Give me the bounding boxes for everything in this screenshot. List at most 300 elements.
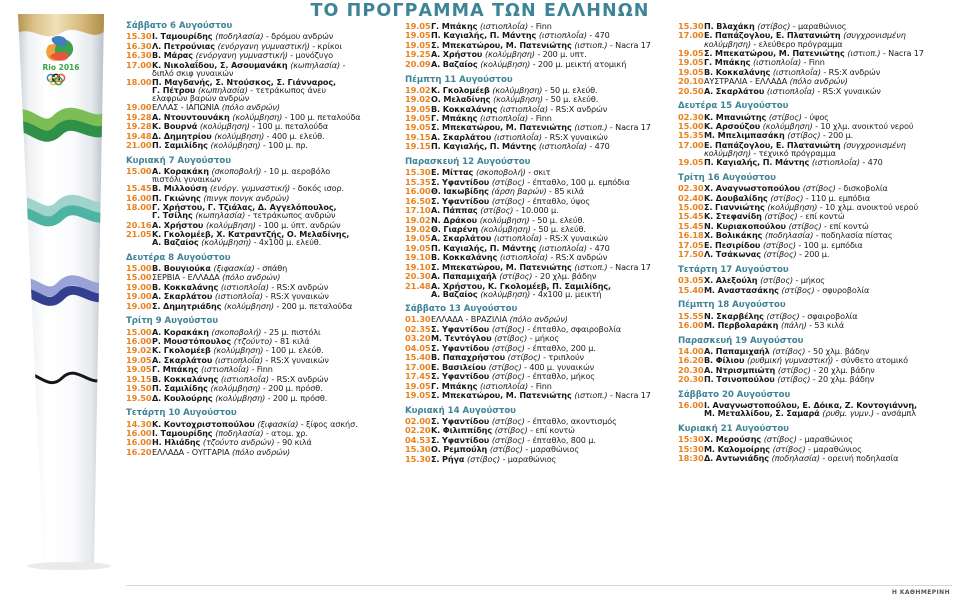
event-athlete: Κ. Δουβαλίδης bbox=[704, 192, 771, 203]
event-detail: - RS:X γυναικών bbox=[544, 233, 608, 244]
event-sport: (ιστιοπλοΐα) bbox=[201, 364, 252, 375]
event-time: 20.50 bbox=[678, 85, 704, 96]
event-description bbox=[431, 363, 673, 371]
schedule-event bbox=[405, 417, 673, 425]
schedule-event bbox=[405, 263, 673, 271]
event-detail: - 50 μ. ελεύθ. bbox=[545, 94, 599, 105]
event-detail: - σφυροβολία bbox=[816, 284, 870, 295]
day-header: Κυριακή 14 Αυγούστου bbox=[405, 405, 516, 416]
schedule-event bbox=[405, 41, 673, 49]
event-sport: (ενόργανη γυμναστική) bbox=[195, 50, 291, 61]
schedule-column-3 bbox=[678, 22, 956, 464]
event-description bbox=[704, 222, 956, 230]
event-detail: - 200 μ. υπτ. bbox=[537, 49, 587, 60]
event-time: 19.02 bbox=[405, 94, 431, 105]
event-sport: (τζούντο ανδρών) bbox=[202, 437, 277, 448]
schedule-event bbox=[126, 32, 398, 40]
event-description bbox=[152, 103, 398, 111]
event-description bbox=[431, 178, 673, 186]
event-time: 01.30 bbox=[405, 314, 431, 325]
event-description bbox=[704, 194, 956, 202]
schedule-event bbox=[678, 77, 956, 85]
day-header: Πέμπτη 11 Αυγούστου bbox=[405, 74, 513, 85]
event-athlete: Α. Χρήστου bbox=[152, 219, 206, 230]
event-athlete: Π. Καγιαλής, Π. Μάντης bbox=[431, 242, 539, 253]
event-description bbox=[431, 325, 673, 333]
event-detail: - 200 μ. πρόσθ. bbox=[262, 383, 323, 394]
event-description bbox=[704, 31, 956, 47]
event-detail: - 100 μ. πεταλούδα bbox=[284, 111, 361, 122]
event-athlete: Ε. Μίττας bbox=[431, 167, 476, 178]
event-sport: (στίβος) bbox=[762, 239, 799, 250]
event-time: 18.00 bbox=[126, 76, 152, 87]
event-athlete: Γ. Μπάκης bbox=[431, 113, 480, 124]
event-athlete: Γ. Χρήστου, Γ. Τζιάλας, Δ. Αγγελόπουλος, bbox=[152, 202, 337, 213]
schedule-event bbox=[405, 168, 673, 176]
event-time: 02.35 bbox=[405, 323, 431, 334]
event-athlete: Α. Βαζαίος bbox=[431, 58, 481, 69]
event-sport: (ιστιοπ.) bbox=[574, 39, 610, 50]
event-time: 15.35 bbox=[405, 176, 431, 187]
event-sport: (στίβος) bbox=[760, 275, 796, 286]
event-description bbox=[431, 253, 673, 261]
event-athlete: Χ. Αλεξούλη bbox=[704, 275, 761, 286]
event-sport: (ποδηλασία) bbox=[765, 230, 816, 241]
event-description bbox=[431, 31, 673, 39]
day-block bbox=[678, 174, 956, 259]
event-time: 20.30 bbox=[678, 374, 704, 385]
event-athlete: Λ. Τσάκωνας bbox=[704, 249, 764, 260]
event-time: 15:30 bbox=[678, 434, 704, 445]
day-header: Πέμπτη 18 Αυγούστου bbox=[678, 300, 786, 311]
event-description-line2 bbox=[431, 290, 673, 298]
day-block bbox=[678, 22, 956, 95]
event-sport: (ποδηλασία) bbox=[215, 428, 266, 439]
event-athlete: Κ. Βουρνά bbox=[152, 121, 200, 132]
event-time: 19.00 bbox=[126, 281, 152, 292]
event-sport: (κολύμβηση) bbox=[492, 84, 545, 95]
schedule-event bbox=[126, 141, 398, 149]
event-description bbox=[704, 241, 956, 249]
event-athlete: Α. Ντουντουνάκη bbox=[152, 111, 233, 122]
event-sport: (ιστιοπλοΐα) bbox=[538, 141, 590, 152]
event-sport: (σκοποβολή) bbox=[211, 326, 264, 337]
event-time: 17.00 bbox=[678, 30, 704, 41]
event-sport: (πόλο ανδρών) bbox=[231, 446, 291, 457]
event-athlete: Ε. Βασιλείου bbox=[431, 361, 489, 372]
event-athlete: Γ. Μπάκης bbox=[431, 21, 480, 31]
event-athlete: Β. Βουγιούκα bbox=[152, 262, 214, 273]
event-time: 19.28 bbox=[126, 111, 152, 122]
schedule-event bbox=[126, 292, 398, 300]
schedule-event bbox=[678, 321, 956, 329]
schedule-event bbox=[678, 401, 956, 417]
schedule-event bbox=[126, 122, 398, 130]
event-sport: (κολύμβηση) bbox=[215, 392, 268, 403]
event-sport: (ιστιοπλοΐα) bbox=[538, 242, 590, 253]
event-description bbox=[152, 230, 398, 246]
event-athlete: Κ. Γκολομέεβ, Χ. Κατραντζής, Ο. Μελαδίνης, bbox=[152, 228, 350, 239]
event-time: 17.00 bbox=[126, 59, 152, 70]
event-detail: - έπταθλο, 100 μ. εμπόδια bbox=[527, 176, 630, 187]
event-description bbox=[704, 203, 956, 211]
event-description bbox=[431, 334, 673, 342]
event-time: 19.05 bbox=[678, 157, 704, 168]
event-description bbox=[152, 194, 398, 202]
event-sport: (στίβος) bbox=[772, 346, 808, 357]
schedule-event bbox=[405, 216, 673, 224]
event-detail: - 470 bbox=[862, 157, 883, 168]
event-sport: (ιστιοπλοΐα) bbox=[811, 157, 863, 168]
event-time: 19.28 bbox=[126, 121, 152, 132]
event-athlete: Κ. Μπανιώτης bbox=[704, 111, 769, 122]
event-athlete: Μ. Αναστασάκης bbox=[704, 284, 782, 295]
event-athlete: Α. Σκαρλάτου bbox=[431, 131, 494, 142]
event-athlete: Α. Σκαρλάτου bbox=[704, 85, 767, 96]
event-time: 02.40 bbox=[678, 192, 704, 203]
event-athlete: Α. Ντρισμπιώτη bbox=[704, 364, 778, 375]
event-detail: - RS:X γυναικών bbox=[817, 85, 881, 96]
event-time: 17.45 bbox=[405, 371, 431, 382]
event-detail: - Finn bbox=[251, 364, 273, 375]
event-detail: - δισκοβολία bbox=[838, 183, 888, 194]
event-athlete: Ε. Πεσιρίδου bbox=[704, 239, 763, 250]
event-detail: - επί κοντώ bbox=[799, 211, 845, 222]
schedule-event bbox=[678, 22, 956, 30]
event-description bbox=[704, 401, 956, 417]
event-time: 19.02 bbox=[126, 345, 152, 356]
event-time: 20.30 bbox=[678, 364, 704, 375]
day-block bbox=[678, 337, 956, 384]
event-athlete: Ν. Κυριακοπούλου bbox=[704, 220, 789, 231]
event-detail: - έπταθλο, ύψος bbox=[527, 195, 590, 206]
event-time: 19.05 bbox=[405, 30, 431, 41]
event-athlete: Β. Κοκκαλάνης bbox=[152, 373, 221, 384]
event-athlete: Σ. Μπεκατώρου, Μ. Πατενιώτης bbox=[431, 39, 575, 50]
schedule-event bbox=[678, 203, 956, 211]
event-match: ΕΛΛΑΣ - ΙΑΠΩΝΙΑ bbox=[152, 102, 222, 113]
schedule-event bbox=[126, 337, 398, 345]
schedule-event bbox=[405, 86, 673, 94]
event-sport: (ιστιοπλοΐα) bbox=[220, 281, 272, 292]
event-time: 19.05 bbox=[678, 57, 704, 68]
event-sport: (άρση βαρών) bbox=[491, 186, 550, 197]
event-athlete: Σ. Υφαντίδου bbox=[431, 195, 492, 206]
event-athlete: Α. Παπαμιχαήλ bbox=[704, 346, 773, 357]
event-sport: (στίβος) bbox=[494, 333, 530, 344]
event-athlete: Κ. Αρσούζου bbox=[704, 120, 763, 131]
event-sport: (κολύμβηση) bbox=[214, 130, 267, 141]
event-time: 15.30 bbox=[126, 31, 152, 42]
event-athlete: Ρ. Μουστόπουλος bbox=[152, 336, 234, 346]
event-time: 15.35 bbox=[678, 130, 704, 141]
schedule-event bbox=[126, 328, 398, 336]
event-description bbox=[431, 417, 673, 425]
event-athlete: Σ. Υφαντίδου bbox=[431, 434, 492, 445]
event-athlete: Α. Πάππας bbox=[431, 205, 481, 216]
event-sport: (κολύμβηση) bbox=[213, 345, 266, 356]
event-time: 15.55 bbox=[678, 310, 704, 321]
event-athlete: Δ. Αντωνιάδης bbox=[704, 453, 772, 464]
event-detail: - Nacra 17 bbox=[609, 122, 651, 133]
day-header: Δευτέρα 15 Αυγούστου bbox=[678, 101, 789, 112]
event-detail: - 85 κιλά bbox=[549, 186, 584, 197]
day-header: Δευτέρα 8 Αυγούστου bbox=[126, 252, 231, 263]
event-detail: - Finn bbox=[530, 113, 552, 124]
event-description bbox=[152, 448, 398, 456]
event-time: 18.00 bbox=[126, 202, 152, 213]
event-athlete-cont: Α. Βαζαίος bbox=[152, 237, 202, 248]
schedule-event bbox=[126, 356, 398, 364]
event-description bbox=[152, 203, 398, 219]
event-detail: - μαραθώνιος bbox=[502, 453, 557, 464]
event-detail: - RS:X γυναικών bbox=[265, 354, 329, 365]
event-description bbox=[152, 328, 398, 336]
event-athlete: Γ. Μπάκης bbox=[152, 364, 201, 375]
event-time: 15.45 bbox=[678, 211, 704, 222]
event-detail: - 50 μ. ελεύθ. bbox=[532, 214, 585, 225]
event-athlete: Α. Παπαμιχαήλ bbox=[431, 271, 500, 282]
event-sport: (κολύμβηση) bbox=[767, 202, 820, 212]
event-sport: (κολύμβηση) bbox=[484, 49, 538, 60]
event-time: 19.48 bbox=[126, 130, 152, 141]
event-sport: (ιστιοπλοΐα) bbox=[214, 291, 266, 302]
schedule-event bbox=[405, 372, 673, 380]
schedule-event bbox=[126, 230, 398, 246]
publisher-credit: Η ΚΑΘΗΜΕΡΙΝΗ bbox=[891, 589, 950, 596]
event-description bbox=[152, 356, 398, 364]
day-block bbox=[126, 409, 398, 456]
schedule-event bbox=[126, 113, 398, 121]
schedule-event bbox=[405, 114, 673, 122]
schedule-event bbox=[678, 212, 956, 220]
schedule-event bbox=[405, 363, 673, 371]
event-sport: (στίβος) bbox=[772, 443, 809, 454]
event-description bbox=[152, 375, 398, 383]
schedule-event bbox=[126, 346, 398, 354]
event-detail: - Finn bbox=[530, 380, 552, 391]
event-description bbox=[704, 366, 956, 374]
schedule-event bbox=[678, 286, 956, 294]
event-description bbox=[152, 167, 398, 183]
event-time: 17.50 bbox=[678, 249, 704, 260]
day-block bbox=[126, 317, 398, 402]
event-athlete: Σ. Ρήγα bbox=[431, 453, 468, 464]
event-detail-cont: πιστόλι γυναικών bbox=[152, 174, 221, 185]
event-sport: (πόλο ανδρών) bbox=[509, 314, 568, 325]
event-time: 15:30 bbox=[678, 443, 704, 454]
event-detail: - δρόμου ανδρών bbox=[265, 31, 334, 42]
day-header: Τρίτη 9 Αυγούστου bbox=[126, 316, 218, 327]
event-description bbox=[152, 42, 398, 50]
event-description bbox=[704, 231, 956, 239]
schedule-event bbox=[126, 132, 398, 140]
event-description-line2 bbox=[152, 238, 398, 246]
event-time: 15.45 bbox=[678, 220, 704, 231]
event-sport-cont: (κωπηλασία) bbox=[195, 210, 248, 221]
event-sport: (πόλο ανδρών) bbox=[221, 102, 280, 113]
event-detail: - Finn bbox=[530, 21, 552, 31]
event-sport: (στίβος) bbox=[781, 284, 817, 295]
schedule-event bbox=[126, 264, 398, 272]
schedule-event bbox=[126, 103, 398, 111]
day-block bbox=[126, 254, 398, 310]
schedule-event bbox=[405, 31, 673, 39]
event-sport: (κολύμβηση) bbox=[205, 219, 259, 230]
event-sport: (σκοποβολή) bbox=[475, 167, 529, 178]
event-time: 15.30 bbox=[405, 167, 431, 178]
event-athlete: Μ. Περβολαράκη bbox=[704, 320, 781, 331]
event-description bbox=[152, 394, 398, 402]
schedule-event bbox=[678, 158, 956, 166]
event-detail-cont: - 4x100 μ. ελεύθ. bbox=[253, 237, 322, 248]
event-time: 19.10 bbox=[405, 261, 431, 272]
schedule-event bbox=[678, 31, 956, 47]
event-athlete: Π. Καγιαλής, Π. Μάντης bbox=[431, 30, 539, 41]
event-time: 16.00 bbox=[126, 192, 152, 203]
event-description bbox=[152, 113, 398, 121]
schedule-event bbox=[678, 435, 956, 443]
event-athlete: Μ. Τεντόγλου bbox=[431, 333, 495, 344]
schedule-event bbox=[678, 141, 956, 157]
schedule-event bbox=[405, 391, 673, 399]
event-sport: (κολύμβηση) bbox=[210, 140, 263, 150]
event-time: 02.20 bbox=[405, 425, 431, 436]
event-time: 19.10 bbox=[405, 252, 431, 263]
event-description bbox=[704, 435, 956, 443]
event-description bbox=[704, 454, 956, 462]
event-description bbox=[431, 436, 673, 444]
event-detail: - Nacra 17 bbox=[609, 39, 651, 50]
day-block bbox=[405, 305, 673, 399]
event-detail: - 100 μ. πρ. bbox=[262, 140, 308, 150]
event-sport: (κολύμβηση) bbox=[493, 94, 546, 105]
event-detail: - μαραθώνιος bbox=[808, 443, 862, 454]
event-time: 21.00 bbox=[126, 140, 152, 150]
event-time: 16.00 bbox=[405, 186, 431, 197]
event-time: 19.15 bbox=[126, 373, 152, 384]
event-athlete: Σ. Υφαντίδου bbox=[431, 342, 492, 353]
day-block bbox=[405, 76, 673, 151]
event-description bbox=[152, 51, 398, 59]
event-time: 15.00 bbox=[126, 262, 152, 273]
event-athlete: Λ. Πετρούνιας bbox=[152, 40, 218, 51]
event-description bbox=[704, 375, 956, 383]
event-athlete: Μ. Μπελιμπασάκη bbox=[704, 130, 788, 141]
event-sport: (ιστιοπλοΐα) bbox=[220, 373, 272, 384]
event-time: 17.00 bbox=[405, 361, 431, 372]
event-detail: - δοκός ισορ. bbox=[292, 183, 344, 194]
event-sport: (στίβος) bbox=[777, 364, 814, 375]
event-detail: - RS:X ανδρών bbox=[550, 252, 608, 263]
schedule-event bbox=[405, 123, 673, 131]
event-time: 20.09 bbox=[405, 58, 431, 69]
event-sport: (στίβος) bbox=[494, 425, 531, 436]
event-description bbox=[431, 86, 673, 94]
event-athlete: Κ. Κοντοχριστοπούλου bbox=[152, 418, 258, 429]
schedule-event bbox=[405, 426, 673, 434]
event-detail: - 53 κιλά bbox=[809, 320, 845, 331]
event-description bbox=[152, 184, 398, 192]
schedule-event bbox=[126, 184, 398, 192]
schedule-event bbox=[126, 438, 398, 446]
event-sport: (ιστιοπ.) bbox=[847, 47, 883, 58]
schedule-event bbox=[126, 51, 398, 59]
event-description bbox=[431, 244, 673, 252]
event-description bbox=[152, 132, 398, 140]
event-athlete: Α. Κορακάκη bbox=[152, 326, 212, 337]
event-time: 18:30 bbox=[678, 453, 704, 464]
event-sport: (πάλη) bbox=[780, 320, 810, 331]
schedule-event bbox=[678, 356, 956, 364]
event-description bbox=[431, 225, 673, 233]
schedule-event bbox=[678, 87, 956, 95]
event-athlete: Κ. Φιλιππίδης bbox=[431, 425, 495, 436]
event-detail: - 90 κιλά bbox=[276, 437, 312, 448]
day-header: Κυριακή 7 Αυγούστου bbox=[126, 155, 232, 166]
event-sport: (ιστιοπ.) bbox=[574, 261, 610, 272]
event-detail: - τριπλούν bbox=[543, 352, 584, 363]
day-header: Παρασκευή 19 Αυγούστου bbox=[678, 335, 804, 346]
event-description bbox=[431, 22, 673, 30]
event-sport-cont: (κολύμβηση) bbox=[201, 237, 254, 248]
day-header: Σάββατο 13 Αυγούστου bbox=[405, 304, 518, 315]
event-time: 17.05 bbox=[678, 239, 704, 250]
event-athlete: Π. Καγιαλής, Π. Μάντης bbox=[431, 141, 539, 152]
event-athlete: Α. Σκαρλάτου bbox=[431, 233, 494, 244]
event-sport: (στίβος) bbox=[770, 192, 806, 203]
event-athlete: Α. Χρήστου, Κ. Γκολομέεβ, Π. Σαμιλίδης, bbox=[431, 280, 611, 291]
event-detail: - μαραθώνιος bbox=[792, 21, 847, 31]
event-sport: (στίβος) bbox=[480, 205, 516, 216]
event-description bbox=[152, 438, 398, 446]
event-athlete: Ν. Δράκου bbox=[431, 214, 480, 225]
event-detail: - έπταθλο, ακοντισμός bbox=[527, 415, 617, 426]
event-time: 16.18 bbox=[678, 230, 704, 241]
event-description bbox=[704, 312, 956, 320]
event-detail: - 110 μ. εμπόδια bbox=[805, 192, 871, 203]
event-sport: (στίβος) bbox=[491, 434, 528, 445]
event-detail: - επί κοντώ bbox=[824, 220, 869, 231]
event-athlete: Σ. Υφαντίδου bbox=[431, 415, 492, 426]
event-athlete: Ε. Παπάζογλου, Ε. Πλατανιώτη bbox=[704, 139, 844, 150]
event-sport: (ποδηλασία) bbox=[771, 453, 823, 464]
event-detail: - έπταθλο, σφαιροβολία bbox=[527, 323, 622, 334]
schedule-event bbox=[678, 347, 956, 355]
event-description bbox=[704, 141, 956, 157]
event-description bbox=[431, 41, 673, 49]
event-description-line2 bbox=[152, 69, 398, 77]
schedule-event bbox=[678, 250, 956, 258]
event-description bbox=[152, 78, 398, 102]
schedule-event bbox=[405, 253, 673, 261]
schedule-event bbox=[405, 455, 673, 463]
event-detail: - 200 μ. πεταλούδα bbox=[276, 300, 353, 311]
event-description bbox=[152, 346, 398, 354]
event-athlete-cont: Α. Βαζαίος bbox=[431, 288, 481, 299]
event-sport: (ιστιοπ.) bbox=[574, 389, 610, 400]
schedule-event bbox=[126, 203, 398, 219]
event-description bbox=[431, 315, 673, 323]
event-time: 16.00 bbox=[678, 320, 704, 331]
event-sport: (ιστιοπλοΐα) bbox=[480, 113, 531, 124]
event-sport: (ιστιοπλοΐα) bbox=[480, 380, 531, 391]
event-sport: (στίβος) bbox=[763, 249, 799, 260]
event-time: 19.25 bbox=[405, 49, 431, 60]
event-athlete: Α. Σκαρλάτου bbox=[152, 354, 215, 365]
event-time: 19.05 bbox=[678, 47, 704, 58]
schedule-event bbox=[405, 206, 673, 214]
